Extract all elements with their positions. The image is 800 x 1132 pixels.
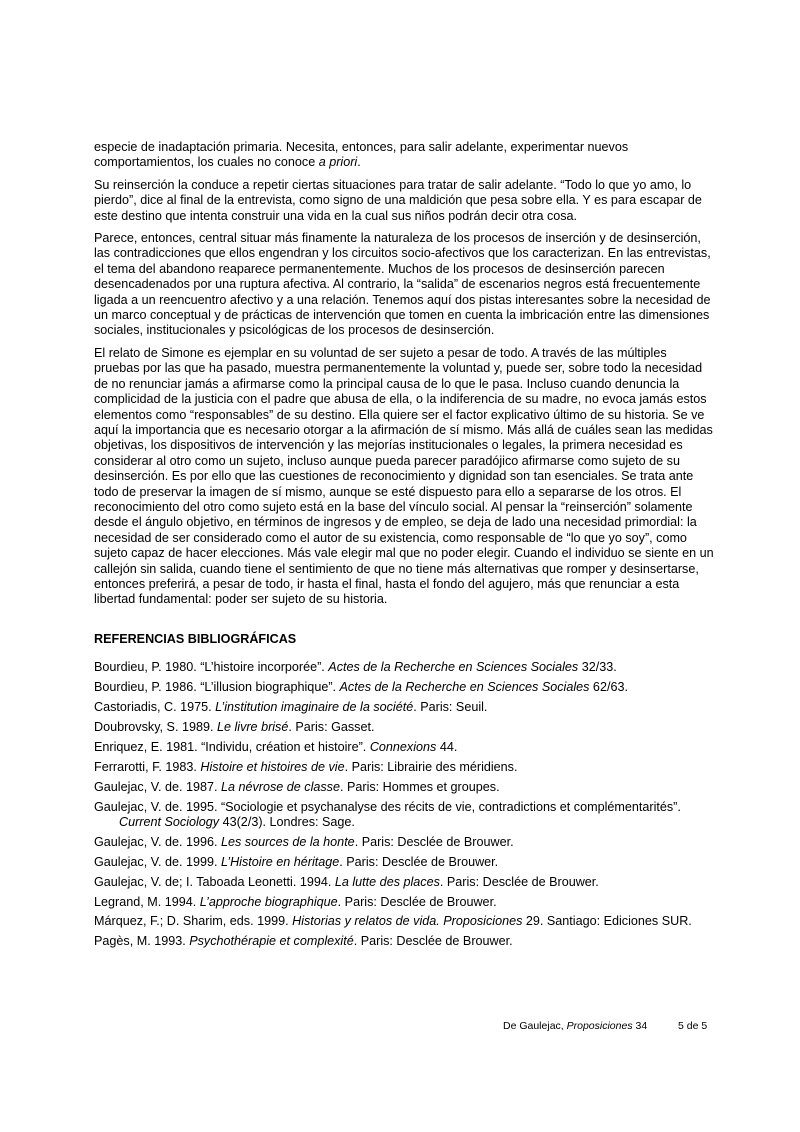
footer-journal: Proposiciones (566, 1020, 633, 1032)
paragraph (94, 346, 714, 608)
text-run: especie de inadaptación primaria. Necesita, entonces, para salir adelante, experimentar nuevos comportamientos, los cuales no conoce (94, 140, 629, 170)
italic-text: La lutte des places (334, 874, 440, 889)
reference-item (94, 855, 714, 870)
text-run: Ferrarotti, F. 1983. (94, 759, 201, 774)
paragraph (94, 140, 714, 171)
italic-text: Actes de la Recherche en Sciences Sociales (339, 680, 590, 695)
text-run: Bourdieu, P. 1986. “L’illusion biographique”. (94, 680, 340, 695)
italic-text: Current Sociology (119, 814, 220, 829)
italic-text: Actes de la Recherche en Sciences Sociales (328, 660, 579, 675)
text-run: Castoriadis, C. 1975. (94, 700, 216, 714)
text-run: Gaulejac, V. de. 1996. (94, 834, 221, 849)
reference-item (94, 835, 714, 850)
page-number: 5 de 5 (678, 1020, 708, 1032)
italic-text: Le livre brisé (216, 719, 289, 734)
italic-text: L’approche biographique (199, 894, 338, 909)
text-run: Gaulejac, V. de; I. Taboada Leonetti. 1994. (94, 874, 335, 889)
text-run: Gaulejac, V. de. 1995. “Sociologie et psychanalyse des récits de vie, contradictions et complémentarités”. (94, 799, 681, 814)
reference-item (94, 914, 714, 929)
body-text (94, 140, 714, 608)
text-run: . Paris: Seuil. (413, 700, 488, 714)
paragraph (94, 178, 714, 224)
text-run: 29. Santiago: Ediciones SUR. (522, 914, 692, 929)
reference-item (94, 875, 714, 890)
footer-issue: 34 (632, 1020, 648, 1032)
italic-text: a priori (318, 155, 358, 170)
text-run: . Paris: Desclée de Brouwer. (353, 934, 513, 949)
text-run: . Paris: Gasset. (288, 719, 375, 734)
italic-text: Connexions (369, 739, 437, 754)
text-run: . Paris: Desclée de Brouwer. (354, 834, 514, 849)
reference-item (94, 720, 714, 735)
italic-text: La névrose de classe (220, 779, 340, 794)
reference-item (94, 800, 714, 831)
text-run: 62/63. (589, 680, 628, 695)
text-run: Bourdieu, P. 1980. “L’histoire incorporée”. (94, 660, 329, 675)
page-footer (503, 1020, 713, 1032)
reference-item (94, 934, 714, 949)
text-run: . Paris: Desclée de Brouwer. (339, 854, 499, 869)
italic-text: L’Histoire en héritage (220, 854, 340, 869)
reference-item (94, 700, 714, 715)
reference-item (94, 780, 714, 795)
reference-item (94, 660, 714, 675)
italic-text: Historias y relatos de vida. Proposiciones (292, 914, 523, 929)
text-run: Enriquez, E. 1981. “Individu, création et histoire”. (94, 739, 370, 754)
text-run: . (357, 155, 361, 170)
reference-item (94, 740, 714, 755)
text-run: El relato de Simone es ejemplar en su voluntad de ser sujeto a pesar de todo. A través de las múltiples pruebas por las que ha pasado, muestra permanentemente la voluntad y, puede ser, sobre todo la necesidad de no renunciar jamás a afirmarse como la principal causa de lo que le pasa. Incluso cuando denuncia la complicidad de la justicia con el padre que abusa de ella, o la indiferencia de su madre, no evoca jamás estos elementos como “responsables” de su destino. Ella quiere ser el factor explicativo último de su historia. Se ve aquí la importancia que es necesario otorgar a la afirmación de sí mismo. Más allá de cuáles sean las medidas objetivas, los dispositivos de intervención y las mejorías institucionales o legales, la primera necesidad es considerar al otro como un sujeto, incluso aunque pueda parecer paradójico afirmarse como sujeto de su desinserción. Es por ello que las cuestiones de reconocimiento y dignidad son tan esenciales. Se trata ante todo de preservar la imagen de sí mismo, aunque se esté dispuesto para ello a separarse de los otros. El reconocimiento del otro como sujeto está en la base del vínculo social. Al pensar la “reinserción” solamente desde el ángulo objetivo, en términos de ingresos y de empleo, se deja de lado una necesidad primordial: la necesidad de ser considerado como el autor de su existencia, como responsable de “lo que yo soy”, como sujeto capaz de hacer elecciones. Más vale elegir mal que no poder elegir. Cuando el individuo se siente en un callejón sin salida, cuando tiene el sentimiento de que no tiene más alternativas que romper y desinsertarse, entonces preferirá, a pesar de todo, ir hasta el final, hasta el fondo del agujero, más que renunciar a esta libertad fundamental: poder ser sujeto de su historia. (94, 345, 714, 607)
text-run: Su reinserción la conduce a repetir ciertas situaciones para tratar de salir adelante. “Todo lo que yo amo, lo pierdo”, dice al final de la entrevista, como signo de una maldición que pesa sobre ella. Y es para escapar de este destino que intenta construir una vida en la cual sus niños podrán decir otra cosa. (94, 177, 702, 223)
text-run: Legrand, M. 1994. (94, 894, 200, 909)
text-run: 43(2/3). Londres: Sage. (219, 814, 355, 829)
text-run: Gaulejac, V. de. 1999. (94, 854, 221, 869)
footer-author: De Gaulejac, (503, 1020, 567, 1032)
paragraph (94, 231, 714, 339)
italic-text: L’institution imaginaire de la société (215, 700, 414, 714)
document-page (94, 140, 714, 954)
reference-item (94, 760, 714, 775)
text-run: . Paris: Desclée de Brouwer. (439, 874, 599, 889)
references-heading: REFERENCIAS BIBLIOGRÁFICAS (94, 631, 297, 646)
text-run: . Paris: Hommes et groupes. (339, 779, 500, 794)
text-run: Pagès, M. 1993. (94, 934, 190, 949)
italic-text: Histoire et histoires de vie (200, 759, 345, 774)
italic-text: Les sources de la honte (220, 834, 355, 849)
text-run: . Paris: Desclée de Brouwer. (337, 894, 497, 909)
text-run: 32/33. (578, 660, 617, 675)
italic-text: Psychothérapie et complexité (189, 934, 354, 949)
text-run: Márquez, F.; D. Sharim, eds. 1999. (94, 914, 293, 929)
text-run: Parece, entonces, central situar más finamente la naturaleza de los procesos de inserción y de desinserción, las contradicciones que ellos engendran y los circuitos socio-afectivos que los caracterizan. En las entrevistas, el tema del abandono reaparece permanentemente. Muchos de los procesos de desinserción parecen desencadenados por una ruptura afectiva. Al contrario, la “salida” de escenarios negros está frecuentemente ligada a un reencuentro afectivo y a una relación. Tenemos aquí dos pistas interesantes sobre la necesidad de un marco conceptual y de prácticas de intervención que tomen en cuenta la imbricación entre las dimensiones sociales, institucionales y psicológicas de los procesos de desinserción. (94, 231, 711, 338)
text-run: Gaulejac, V. de. 1987. (94, 779, 221, 794)
text-run: 44. (436, 739, 458, 754)
reference-item (94, 680, 714, 695)
footer-source (503, 1020, 647, 1032)
text-run: Doubrovsky, S. 1989. (94, 719, 217, 734)
reference-item (94, 895, 714, 910)
references-list (94, 660, 714, 950)
text-run: . Paris: Librairie des méridiens. (344, 759, 518, 774)
